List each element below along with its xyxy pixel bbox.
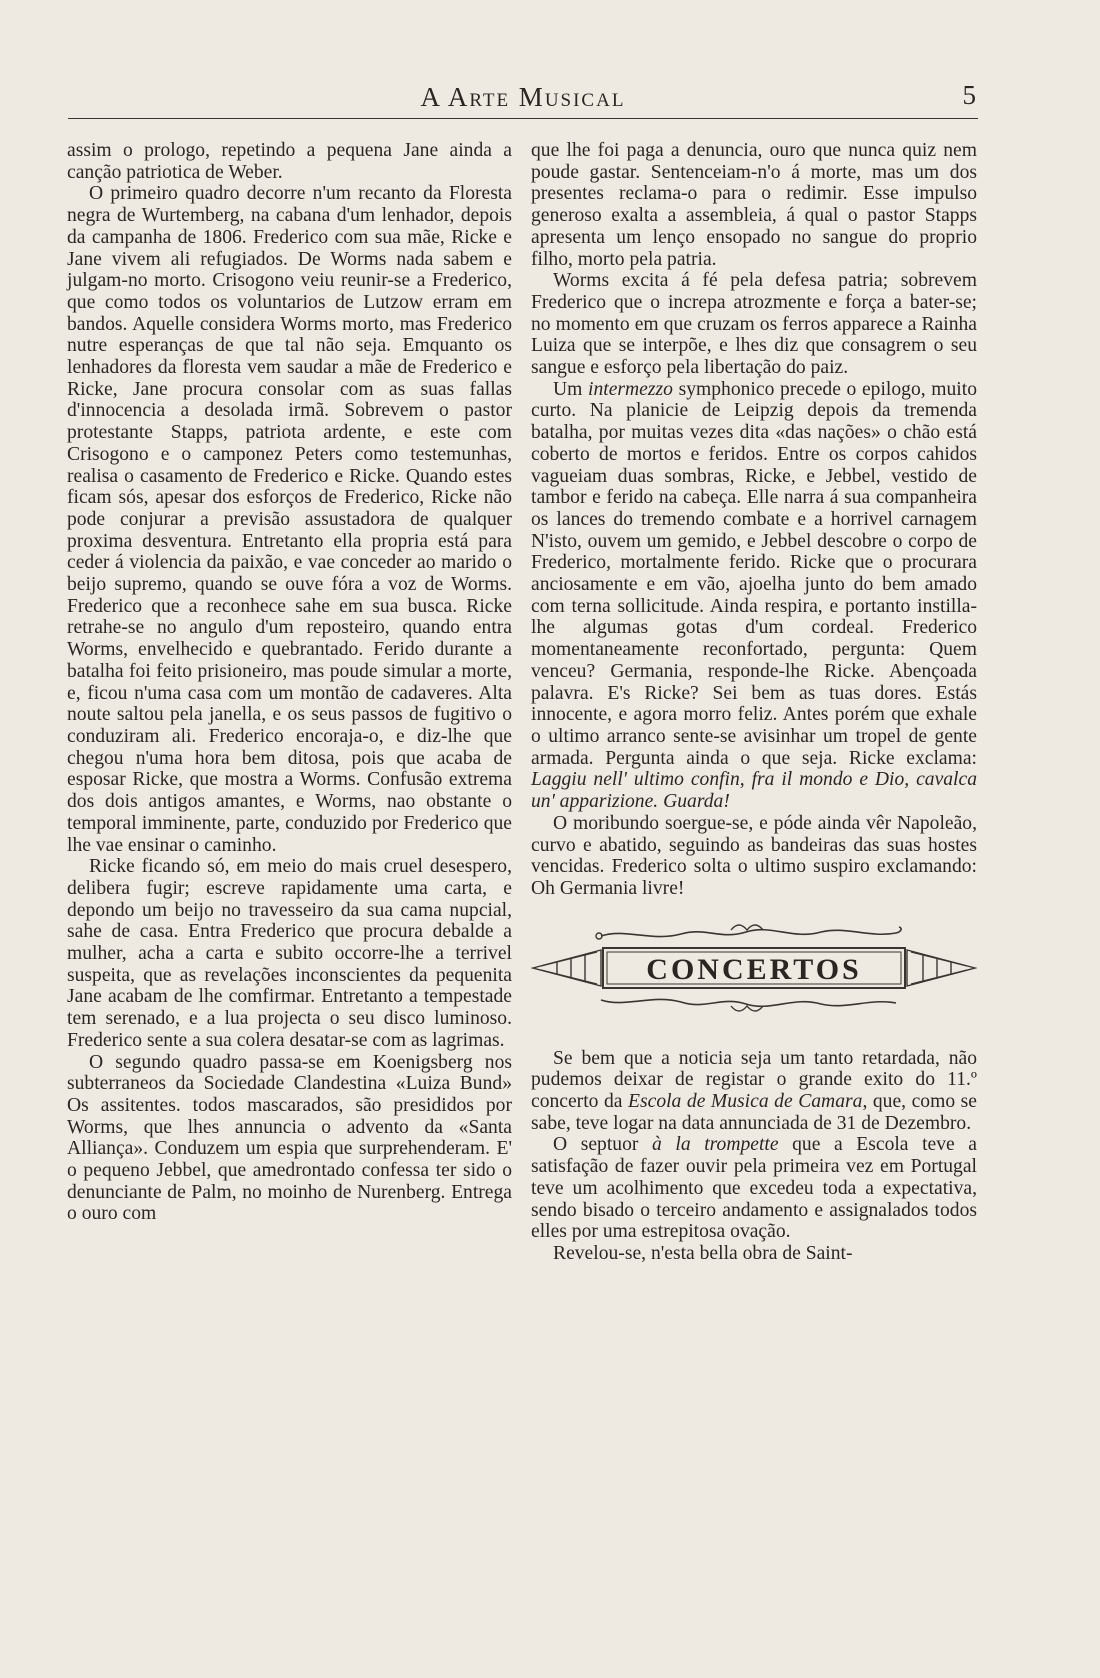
italic-school-name: Escola de Musica de Camara (628, 1091, 863, 1113)
italian-quote: Laggiu nell' ultimo confin, fra il mondo e Dio, cavalca un' apparizione. Guarda! (531, 769, 977, 813)
italic-work-title: à la trompette (652, 1134, 779, 1156)
section-heading: CONCERTOS (646, 952, 862, 986)
text-run: symphonico precede o epilogo, muito curto. Na planicie de Leipzig depois da tremenda batalha, por muitas vezes dita «das nações» o chão está coberto de mortos e feridos. Entre os corpos cahidos vagueiam duas sombras, Ricke, e Jebbel, vestido de tambor e ferido na cabeça. Elle narra á sua companheira os lances do tremendo combate e a horrivel carnagem N'isto, ouvem um gemido, e Jebbel descobre o corpo de Frederico, mortalmente ferido. Ricke que o procurara anciosamente e em vão, ajoelha junto do bem amado com terna sollicitude. Ainda respira, e portanto instilla-lhe algumas gotas d'um cordeal. Frederico momentaneamente reconfortado, pergunta: Quem venceu? Germania, responde-lhe Ricke. Abençoada palavra. E's Ricke? Sei bem as tuas dores. Estás innocente, e agora morro feliz. Antes porém que exhale o ultimo arranco sente-se avisinhar um tropel de gente armada. Pergunta ainda o que seja. Ricke exclama: (531, 378, 977, 769)
text-run: O septuor (553, 1134, 652, 1156)
paragraph: Revelou-se, n'esta bella obra de Saint- (553, 1242, 853, 1264)
ornament-frame (531, 918, 977, 1018)
text-run: Um (553, 378, 589, 400)
paragraph: Worms excita á fé pela defesa patria; sobrevem Frederico que o increpa atrozmente e força a bater-se; no momento em que cruzam os ferros apparece a Rainha Luiza que se interpõe, e lhes diz que consagrem o seu sangue e esforço pela libertação do paiz. (531, 270, 977, 379)
paragraph: O primeiro quadro decorre n'um recanto da Floresta negra de Wurtemberg, na cabana d'um lenhador, depois da campanha de 1806. Frederico com sua mãe, Ricke e Jane vivem ali refugiados. De Worms nada sabem e julgam-no morto. Crisogono veiu reunir-se a Frederico, que como todos os voluntarios de Lutzow erram em bandos. Aquelle considera Worms morto, mas Frederico nutre esperanças de que tal não seja. Emquanto os lenhadores da floresta vem saudar a mãe de Frederico e Ricke, Jane procura consolar com as suas fallas d'innocencia a desolada irmã. Sobrevem o pastor protestante Stapps, patriota ardente, e este com Crisogono e o camponez Peters como testemunhas, realisa o casamento de Frederico e Ricke. Quando estes ficam sós, apesar dos esforços de Frederico, Ricke não pode conjurar a previsão assustadora de qualquer proxima desventura. Entretanto ella propria está para ceder á violencia da paixão, e vae conceder ao marido o beijo supremo, quando se ouve fóra a voz de Worms. Frederico que a reconhece sahe em sua busca. Ricke retrahe-se no angulo d'um reposteiro, quando entra Worms, envelhecido e quebrantado. Ferido durante a batalha foi feito prisioneiro, mas poude simular a morte, e, ficou n'uma casa com um montão de cadaveres. Alta noute saltou pela janella, e os seus passos de fugitivo o conduziram ali. Frederico encoraja-o, e diz-lhe que chegou n'uma hora bem ditosa, pois que acaba de esposar Ricke, que mostra a Worms. Confusão extrema dos dois antigos amantes, e Worms, nao obstante o temporal imminente, parte, conduzido por Frederico que lhe vae ensinar o caminho. (67, 183, 512, 856)
left-column (67, 140, 512, 1225)
right-column (531, 140, 977, 1265)
page-number: 5 (962, 80, 976, 110)
text-run: que a Escola teve a satisfação de fazer ouvir pela primeira vez em Portugal teve um acolhimento que excedeu toda a expectativa, sendo bisado o terceiro andamento e assignalados todos elles por uma estrepitosa ovação. (531, 1134, 977, 1243)
text-run: , que, como se sabe, teve logar na data annunciada de 31 de Dezembro. (531, 1091, 978, 1134)
paragraph (531, 1134, 977, 1243)
paragraph: assim o prologo, repetindo a pequena Jane ainda a canção patriotica de Weber. (67, 140, 512, 183)
running-header (68, 78, 978, 119)
paragraph: que lhe foi paga a denuncia, ouro que nunca quiz nem poude gastar. Sentenceiam-n'o á morte, mas um dos presentes reclama-o para o redimir. Esse impulso generoso exalta a assembleia, á qual o pastor Stapps apresenta um lenço ensopado no sangue do proprio filho, morto pela patria. (531, 140, 977, 270)
text-run: Se bem que a noticia seja um tanto retardada, não pudemos deixar de registar o grande exito do 11.º concerto da (531, 1047, 977, 1113)
paragraph: O segundo quadro passa-se em Koenigsberg nos subterraneos da Sociedade Clandestina «Luiza Bund» Os assitentes. todos mascarados, são presididos por Worms, que lhes annuncia o advento da «Santa Alliança». Conduzem um espia que surprehenderam. E' o pequeno Jebbel, que amedrontado confessa ter sido o denunciante de Palm, no moinho de Nurenberg. Entrega o ouro com (67, 1051, 512, 1225)
paragraph: O moribundo soergue-se, e póde ainda vêr Napoleão, curvo e abatido, seguindo as bandeiras das suas hostes vencidas. Frederico solta o ultimo suspiro exclamando: Oh Germania livre! (531, 812, 977, 899)
paragraph-intermezzo (531, 379, 977, 813)
paragraph: Ricke ficando só, em meio do mais cruel desespero, delibera fugir; escreve rapidamente uma carta, e depondo um beijo no travesseiro da sua cama nupcial, sahe de casa. Entra Frederico que procura debalde a mulher, acha a carta e subito occorre-lhe a terrivel suspeita, que as revelações inconscientes da pequenita Jane acabam de lhe comfirmar. Entretanto a tempestade tem serenado, e a lua projecta o seu disco luminoso. Frederico sente a sua colera desatar-se com as lagrimas. (67, 856, 512, 1051)
italic-term: intermezzo (588, 378, 673, 400)
paragraph (531, 1048, 977, 1135)
concertos-ornament-heading (531, 918, 977, 1018)
journal-title: A Arte Musical (420, 82, 626, 112)
